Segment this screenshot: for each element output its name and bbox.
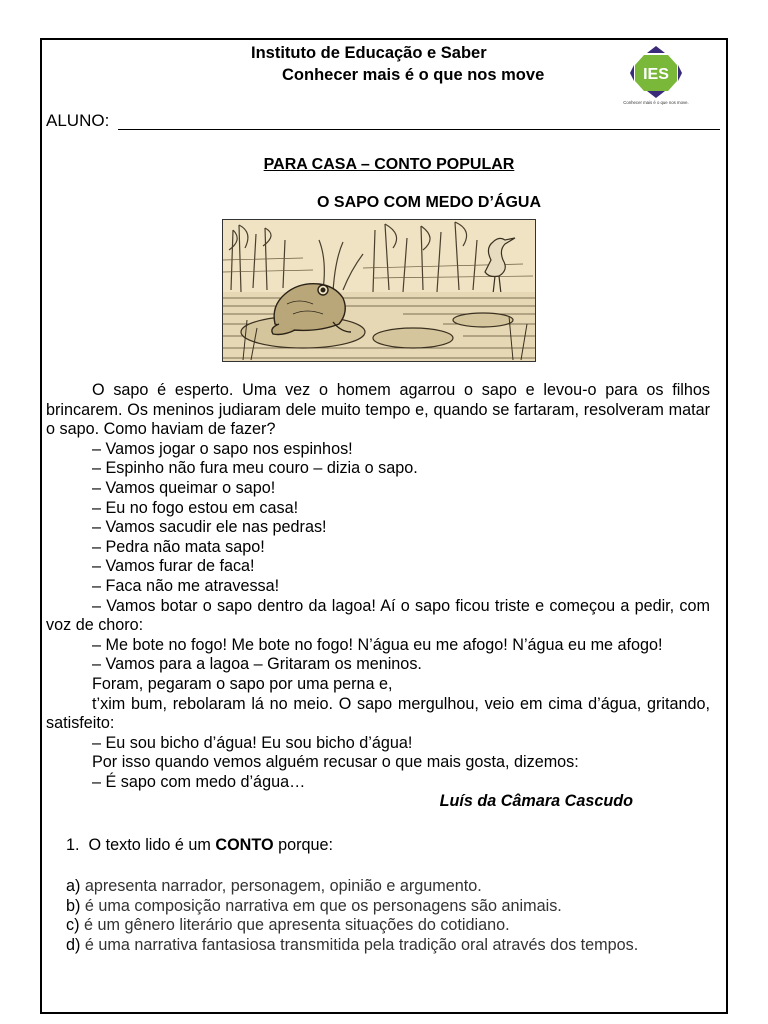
story-paragraph: – Eu no fogo estou em casa!	[92, 498, 299, 517]
story-paragraph: – Vamos queimar o sapo!	[92, 478, 276, 497]
section-title: PARA CASA – CONTO POPULAR	[263, 156, 515, 173]
story-text	[46, 381, 710, 812]
story-paragraph: – Faca não me atravessa!	[92, 576, 280, 595]
story-paragraph: – Pedra não mata sapo!	[92, 537, 265, 556]
story-paragraph: – Vamos botar o sapo dentro da lagoa! Aí o sapo ficou triste e começou a pedir, com voz de choro:	[46, 596, 710, 635]
story-paragraph: – Eu sou bicho d’água! Eu sou bicho d’água!	[92, 733, 413, 752]
story-paragraph: – Espinho não fura meu couro – dizia o sapo.	[92, 459, 418, 478]
question-prefix: O texto lido é um	[88, 836, 211, 854]
answer-options	[66, 877, 638, 955]
question-suffix: porque:	[278, 836, 333, 854]
answer-option-a[interactable]	[66, 877, 638, 897]
answer-option-c[interactable]	[66, 916, 638, 936]
story-paragraph: – Vamos jogar o sapo nos espinhos!	[92, 439, 353, 458]
story-paragraph: – Vamos furar de faca!	[92, 557, 255, 576]
student-label: ALUNO:	[46, 111, 110, 130]
answer-option-d[interactable]	[66, 936, 638, 956]
story-paragraph: Foram, pegaram o sapo por uma perna e,	[92, 674, 393, 693]
story-author: Luís da Câmara Cascudo	[439, 792, 633, 811]
frog-illustration-icon	[223, 220, 536, 362]
story-paragraph: Por isso quando vemos alguém recusar o que mais gosta, dizemos:	[92, 753, 579, 772]
story-paragraph: – É sapo com medo d’água…	[92, 772, 306, 791]
answer-option-b[interactable]	[66, 897, 638, 917]
story-title: O SAPO COM MEDO D’ÁGUA	[317, 194, 542, 211]
story-paragraph: – Vamos para a lagoa – Gritaram os meninos.	[92, 655, 422, 674]
option-text: é uma narrativa fantasiosa transmitida pela tradição oral através dos tempos.	[84, 935, 639, 954]
option-letter: d)	[66, 935, 81, 954]
story-paragraph: O sapo é esperto. Uma vez o homem agarrou o sapo e levou-o para os filhos brincarem. Os meninos judiaram dele muito tempo e, quando se fartaram, resolveram matar o sapo. Como haviam de fazer?	[46, 381, 710, 439]
story-paragraph: t’xim bum, rebolaram lá no meio. O sapo mergulhou, veio em cima d’água, gritando, satisfeito:	[46, 694, 710, 733]
option-letter: b)	[66, 896, 81, 915]
story-paragraph: – Vamos sacudir ele nas pedras!	[92, 518, 327, 537]
logo-tagline: Conhecer mais é o que nos move.	[623, 100, 689, 105]
question-keyword: CONTO	[215, 836, 274, 854]
frog-by-lagoon-illustration	[222, 219, 536, 362]
option-text: apresenta narrador, personagem, opinião e argumento.	[84, 877, 482, 895]
option-text: é uma composição narrativa em que os personagens são animais.	[84, 896, 562, 915]
option-letter: c)	[66, 916, 80, 935]
option-letter: a)	[66, 877, 81, 895]
institution-name: Instituto de Educação e Saber	[251, 44, 487, 62]
student-name-line[interactable]	[118, 129, 720, 130]
question-1	[66, 836, 333, 855]
logo-text: IES	[643, 66, 669, 83]
ies-logo-icon	[620, 43, 708, 107]
institution-motto: Conhecer mais é o que nos move	[282, 66, 545, 84]
ies-logo	[620, 43, 708, 107]
question-number: 1.	[66, 836, 80, 854]
story-paragraph: – Me bote no fogo! Me bote no fogo! N’água eu me afogo! N’água eu me afogo!	[92, 635, 663, 654]
option-text: é um gênero literário que apresenta situações do cotidiano.	[83, 916, 510, 935]
